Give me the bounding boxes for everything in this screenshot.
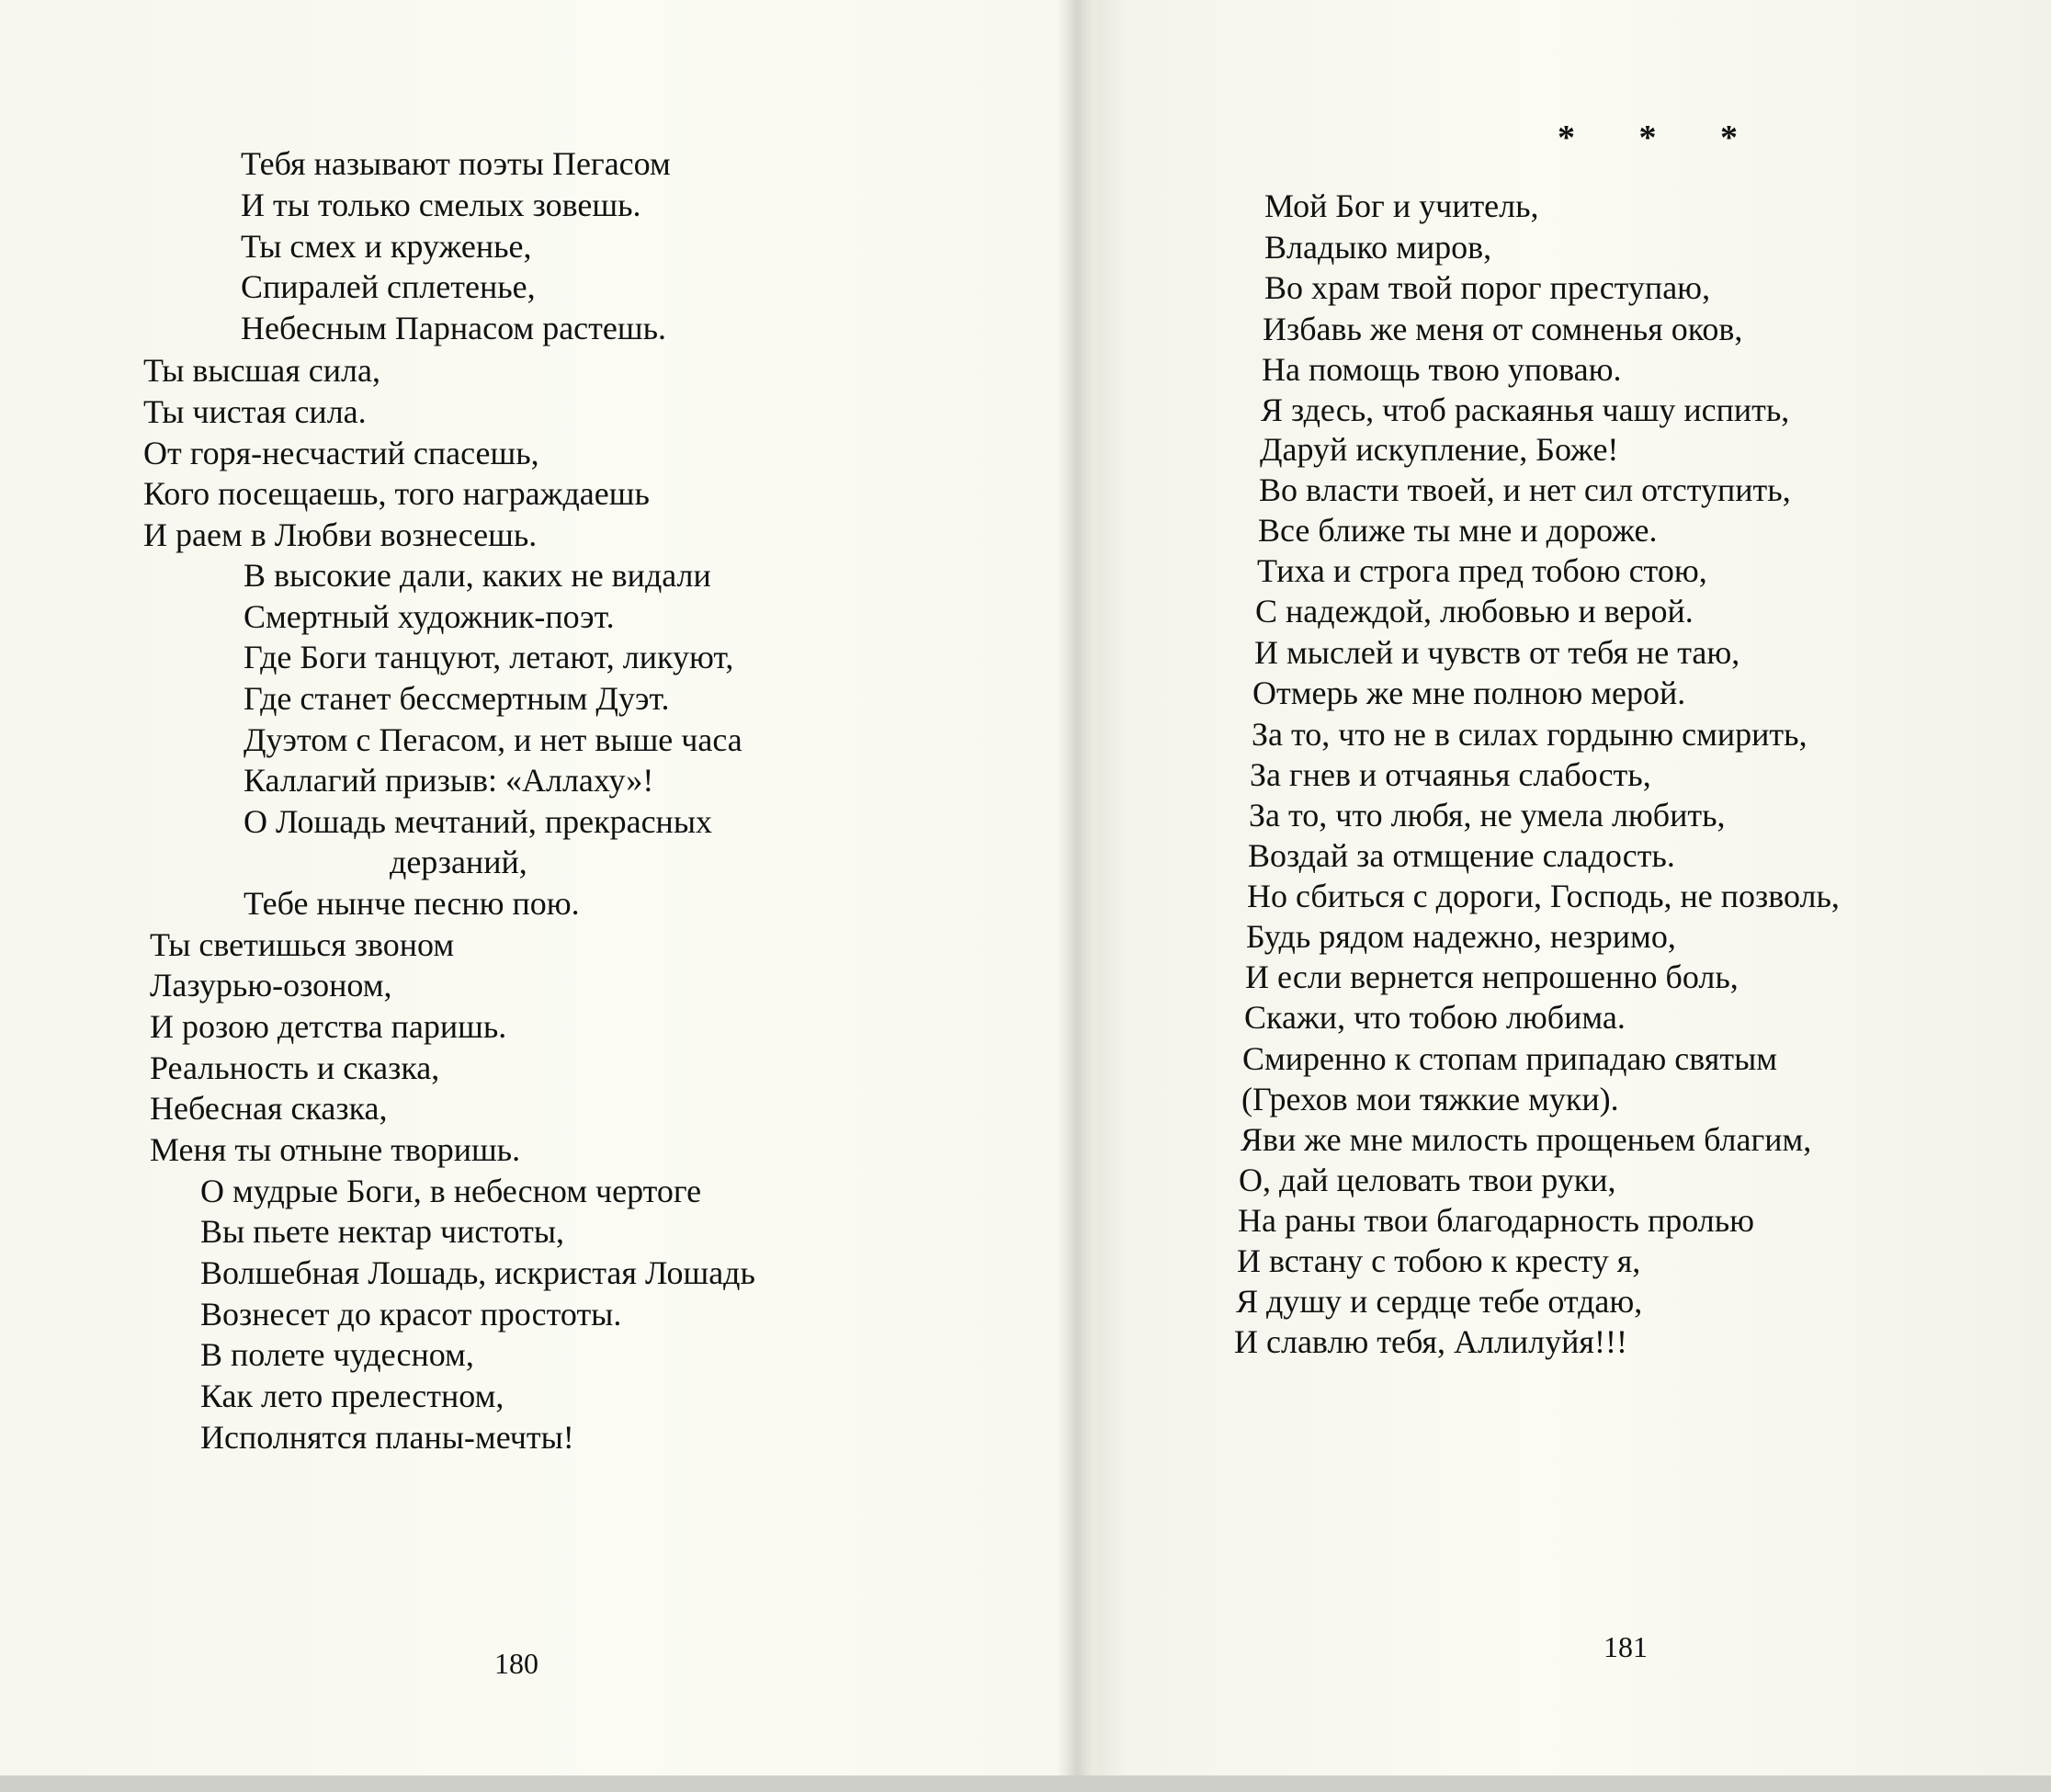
poem-line: (Грехов мои тяжкие муки). (1241, 1081, 1619, 1117)
poem-line: И раем в Любви вознесешь. (143, 516, 538, 553)
poem-line: С надеждой, любовью и верой. (1255, 593, 1694, 629)
poem-line: Где станет бессмертным Дуэт. (244, 680, 670, 717)
poem-line: За то, что не в силах гордыню смирить, (1252, 716, 1807, 753)
poem-line: Дуэтом с Пегасом, и нет выше часа (244, 721, 742, 758)
poem-line: За гнев и отчаянья слабость, (1250, 756, 1651, 793)
poem-line: О Лошадь мечтаний, прекрасных (244, 803, 713, 840)
poem-line: И ты только смелых зовешь. (241, 187, 641, 223)
poem-line: И если вернется непрошенно боль, (1245, 958, 1739, 995)
poem-line: На помощь твою уповаю. (1262, 351, 1622, 388)
poem-line: Все ближе ты мне и дороже. (1258, 512, 1658, 549)
poem-line: И встану с тобою к кресту я, (1237, 1242, 1641, 1279)
poem-line: Вознесет до красот простоты. (200, 1296, 622, 1333)
poem-line: Каллагий призыв: «Аллаху»! (244, 762, 654, 799)
poem-line: Смертный художник-поэт. (244, 598, 615, 635)
poem-line: Тебе нынче песню пою. (244, 885, 580, 922)
poem-line: Во храм твой порог преступаю, (1264, 269, 1711, 306)
poem-line: Во власти твоей, и нет сил отступить, (1259, 471, 1791, 508)
poem-line: Ты высшая сила, (143, 352, 380, 389)
poem-line: Владыко миров, (1264, 229, 1492, 266)
section-divider: * * * (1558, 119, 1765, 157)
poem-line: Тебя называют поэты Пегасом (241, 145, 671, 182)
poem-line: В полете чудесном, (200, 1336, 474, 1373)
poem-line: Воздай за отмщение сладость. (1248, 837, 1675, 874)
poem-line: Ты светишься звоном (150, 926, 455, 963)
page-number: 180 (494, 1647, 538, 1680)
poem-line: Кого посещаешь, того награждаешь (143, 475, 650, 512)
poem-line: От горя-несчастий спасешь, (143, 435, 539, 471)
poem-line: Но сбиться с дороги, Господь, не позволь, (1247, 878, 1840, 914)
poem-line: дерзаний, (390, 844, 527, 880)
poem-line: В высокие дали, каких не видали (244, 557, 711, 594)
poem-line: Лазурью-озоном, (150, 967, 392, 1004)
poem-line: Спиралей сплетенье, (241, 268, 536, 305)
poem-line: Как лето прелестном, (200, 1378, 504, 1414)
poem-line: На раны твои благодарность пролью (1238, 1202, 1755, 1239)
poem-line: И славлю тебя, Аллилуйя!!! (1234, 1323, 1627, 1360)
poem-line: Небесная сказка, (150, 1090, 388, 1127)
poem-line: Смиренно к стопам припадаю святым (1242, 1040, 1778, 1077)
poem-line: За то, что любя, не умела любить, (1249, 797, 1726, 834)
poem-line: О, дай целовать твои руки, (1239, 1162, 1616, 1198)
page-number: 181 (1603, 1630, 1648, 1663)
poem-line: И розою детства паришь. (150, 1008, 507, 1045)
poem-line: Скажи, что тобою любима. (1244, 999, 1626, 1036)
poem-line: Даруй искупление, Боже! (1260, 431, 1619, 468)
scan-bottom-edge (0, 1775, 2051, 1792)
poem-line: И мыслей и чувств от тебя не таю, (1254, 634, 1740, 671)
poem-line: Я душу и сердце тебе отдаю, (1236, 1283, 1643, 1320)
poem-line: Тиха и строга пред тобою стою, (1257, 552, 1707, 589)
poem-line: Небесным Парнасом растешь. (241, 310, 667, 346)
poem-line: Избавь же меня от сомненья оков, (1263, 311, 1743, 347)
poem-line: Исполнятся планы-мечты! (200, 1419, 574, 1456)
poem-line: Отмерь же мне полною мерой. (1252, 675, 1686, 711)
poem-line: Ты смех и круженье, (241, 228, 532, 265)
poem-line: Где Боги танцуют, летают, ликуют, (244, 639, 734, 675)
right-page (1089, 0, 2051, 1792)
poem-line: Я здесь, чтоб раскаянья чашу испить, (1261, 391, 1790, 428)
poem-line: Яви же мне милость прощеньем благим, (1241, 1121, 1812, 1158)
poem-line: Будь рядом надежно, незримо, (1246, 918, 1676, 955)
poem-line: О мудрые Боги, в небесном чертоге (200, 1173, 702, 1209)
poem-line: Реальность и сказка, (150, 1049, 440, 1086)
poem-line: Меня ты отныне творишь. (150, 1131, 521, 1168)
poem-line: Мой Бог и учитель, (1264, 187, 1539, 224)
poem-line: Волшебная Лошадь, искристая Лошадь (200, 1254, 755, 1291)
poem-line: Вы пьете нектар чистоты, (200, 1213, 565, 1250)
poem-line: Ты чистая сила. (143, 393, 367, 430)
